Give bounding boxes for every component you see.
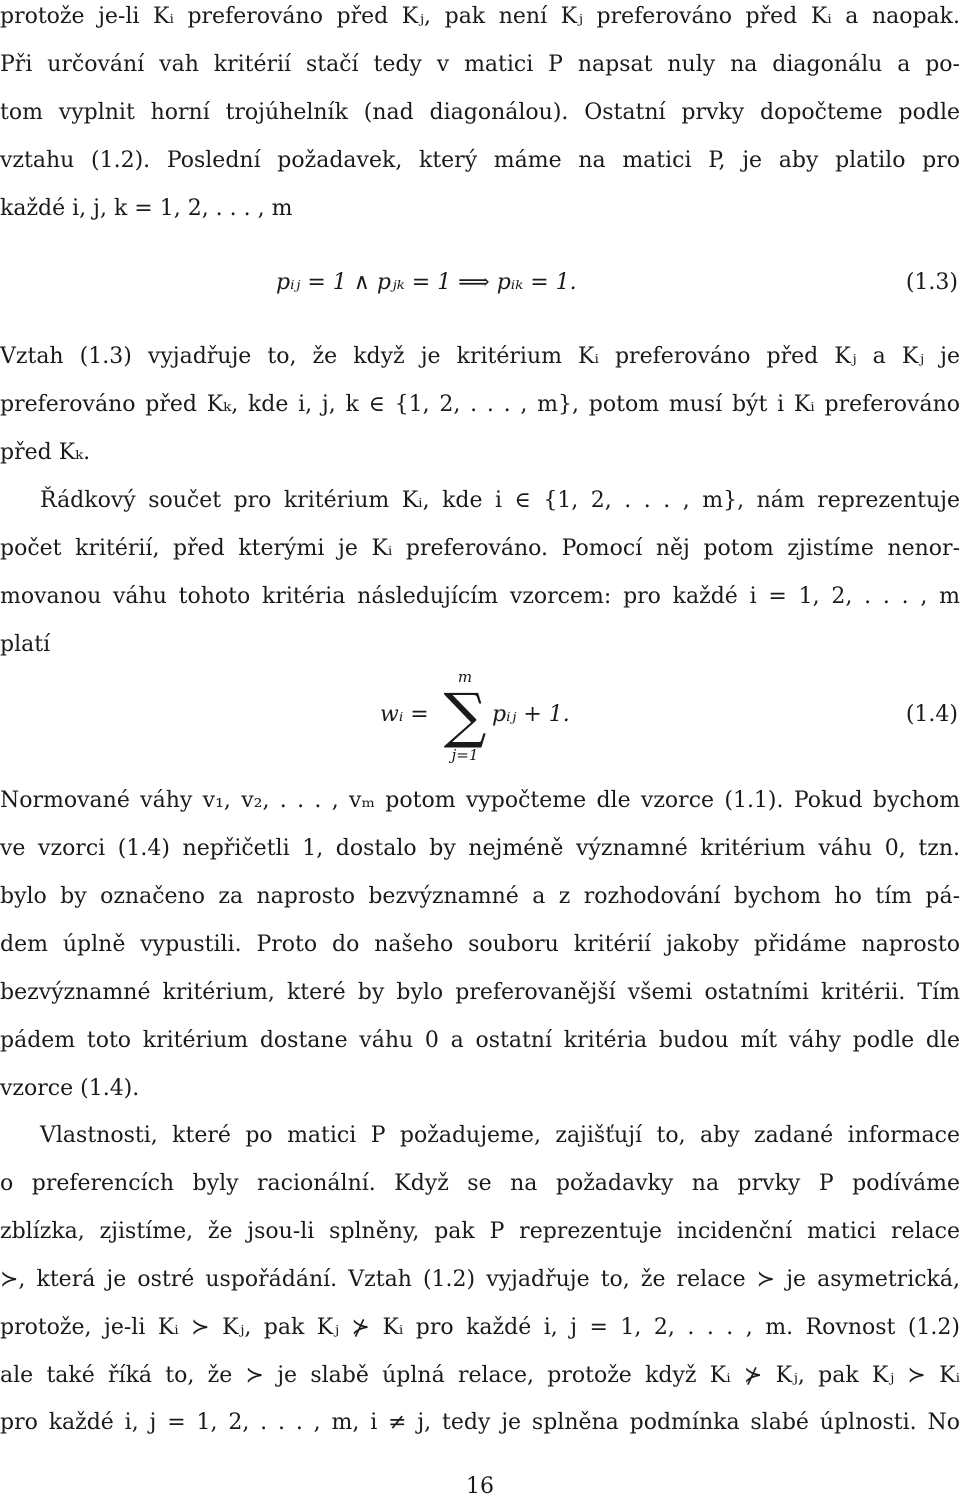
text-line: Normované váhy v₁, v₂, . . . , vₘ potom vypočteme dle vzorce (1.1). Pokud bychom	[0, 788, 960, 813]
equation-number: (1.4)	[905, 702, 958, 727]
equation-lhs: wᵢ =	[380, 702, 429, 727]
text-line: Vztah (1.3) vyjadřuje to, že když je kritérium Kᵢ preferováno před Kⱼ a Kⱼ je	[0, 344, 960, 369]
text-line: Vlastnosti, které po matici P požadujeme, zajišťují to, aby zadané informace	[40, 1123, 960, 1148]
text-line: bezvýznamné kritérium, které by bylo preferovanější všemi ostatními kritérii. Tím	[0, 980, 960, 1005]
text-line: vztahu (1.2). Poslední požadavek, který máme na matici P, je aby platilo pro	[0, 148, 960, 173]
text-line: movanou váhu tohoto kritéria následujícím vzorcem: pro každé i = 1, 2, . . . , m	[0, 584, 960, 609]
sigma-symbol: ∑	[443, 681, 487, 751]
text-line: před Kₖ.	[0, 440, 91, 465]
text-line: tom vyplnit horní trojúhelník (nad diagonálou). Ostatní prvky dopočteme podle	[0, 100, 960, 125]
text-line: o preferencích byly racionální. Když se na požadavky na prvky P podíváme	[0, 1171, 960, 1196]
equation-body: pᵢⱼ = 1 ∧ pⱼₖ = 1 ⟹ pᵢₖ = 1.	[276, 270, 577, 295]
text-line: pro každé i, j = 1, 2, . . . , m, i ≠ j, tedy je splněna podmínka slabé úplnosti. No	[0, 1410, 960, 1435]
text-line: zblízka, zjistíme, že jsou-li splněny, pak P reprezentuje incidenční matici relace	[0, 1219, 960, 1244]
text-line: ≻, která je ostré uspořádání. Vztah (1.2) vyjadřuje to, že relace ≻ je asymetrická,	[0, 1267, 960, 1292]
text-line: dem úplně vypustili. Proto do našeho souboru kritérií jakoby přidáme naprosto	[0, 932, 960, 957]
text-line: vzorce (1.4).	[0, 1076, 140, 1101]
text-line: platí	[0, 632, 51, 657]
text-line: bylo by označeno za naprosto bezvýznamné a z rozhodování bychom ho tím pá-	[0, 884, 960, 909]
summation	[440, 668, 490, 764]
text-line: protože je-li Kᵢ preferováno před Kⱼ, pak není Kⱼ preferováno před Kᵢ a naopak.	[0, 4, 960, 29]
text-line: každé i, j, k = 1, 2, . . . , m	[0, 196, 293, 221]
text-line: protože, je-li Kᵢ ≻ Kⱼ, pak Kⱼ ⊁ Kᵢ pro každé i, j = 1, 2, . . . , m. Rovnost (1.2)	[0, 1315, 960, 1340]
text-line: ale také říká to, že ≻ je slabě úplná relace, protože když Kᵢ ⊁ Kⱼ, pak Kⱼ ≻ Kᵢ	[0, 1363, 960, 1388]
text-line: preferováno před Kₖ, kde i, j, k ∈ {1, 2, . . . , m}, potom musí být i Kᵢ preferováno	[0, 392, 960, 417]
sum-upper-limit: m	[457, 668, 473, 686]
equation-1-4	[0, 668, 960, 764]
text-line: pádem toto kritérium dostane váhu 0 a ostatní kritéria budou mít váhy podle dle	[0, 1028, 960, 1053]
equation-rhs: pᵢⱼ + 1.	[492, 702, 570, 727]
equation-number: (1.3)	[905, 270, 958, 295]
text-line: počet kritérií, před kterými je Kᵢ preferováno. Pomocí něj potom zjistíme nenor-	[0, 536, 960, 561]
text-line: Řádkový součet pro kritérium Kᵢ, kde i ∈ {1, 2, . . . , m}, nám reprezentuje	[40, 488, 960, 513]
text-line: Při určování vah kritérií stačí tedy v matici P napsat nuly na diagonálu a po-	[0, 52, 960, 77]
text-line: ve vzorci (1.4) nepřičetli 1, dostalo by nejméně významné kritérium váhu 0, tzn.	[0, 836, 960, 861]
sum-lower-limit: j=1	[451, 746, 479, 764]
page-number: 16	[466, 1474, 494, 1499]
